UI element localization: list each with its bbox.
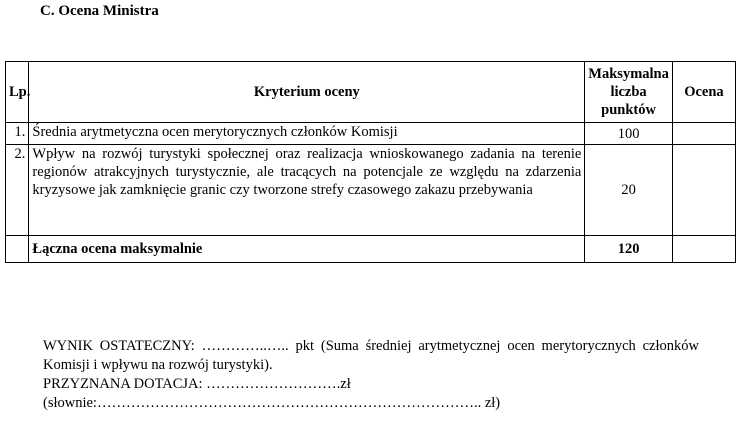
row-score-cell[interactable] bbox=[672, 123, 735, 145]
table-header-row bbox=[6, 62, 736, 123]
header-criterion: Kryterium oceny bbox=[29, 62, 585, 123]
total-max-points: 120 bbox=[585, 236, 673, 263]
result-section bbox=[43, 337, 699, 413]
header-max-points: Maksymalna liczba punktów bbox=[585, 62, 673, 123]
table-row bbox=[6, 123, 736, 145]
row-max-points: 20 bbox=[585, 145, 673, 236]
total-lp-cell bbox=[6, 236, 29, 263]
table-total-row bbox=[6, 236, 736, 263]
evaluation-table bbox=[5, 61, 736, 263]
row-max-points: 100 bbox=[585, 123, 673, 145]
amount-in-words-text: (słownie:…………………………………………………………………….. zł) bbox=[43, 395, 501, 411]
row-criterion: Wpływ na rozwój turystyki społecznej oraz realizacja wnioskowanego zadania na terenie regionów atrakcyjnych turystycznie, ale tracących na potencjale ze względu na zdarzenia kryzysowe jak zamknięcie granic czy tworzone strefy czasowego zakazu przebywania bbox=[29, 145, 585, 236]
section-title: C. Ocena Ministra bbox=[40, 3, 159, 19]
total-label: Łączna ocena maksymalnie bbox=[29, 236, 585, 263]
header-lp: Lp. bbox=[6, 62, 29, 123]
header-score: Ocena bbox=[672, 62, 735, 123]
table-row bbox=[6, 145, 736, 236]
total-score-cell[interactable] bbox=[672, 236, 735, 263]
row-lp: 2. bbox=[6, 145, 29, 236]
row-criterion: Średnia arytmetyczna ocen merytorycznych członków Komisji bbox=[29, 123, 585, 145]
row-score-cell[interactable] bbox=[672, 145, 735, 236]
grant-text: PRZYZNANA DOTACJA: ……………………….zł bbox=[43, 376, 351, 392]
final-result-text: WYNIK OSTATECZNY: …………..….. pkt (Suma średniej arytmetycznej ocen merytorycznych członków Komisji i wpływu na rozwój turystyki). bbox=[43, 338, 699, 373]
row-lp: 1. bbox=[6, 123, 29, 145]
